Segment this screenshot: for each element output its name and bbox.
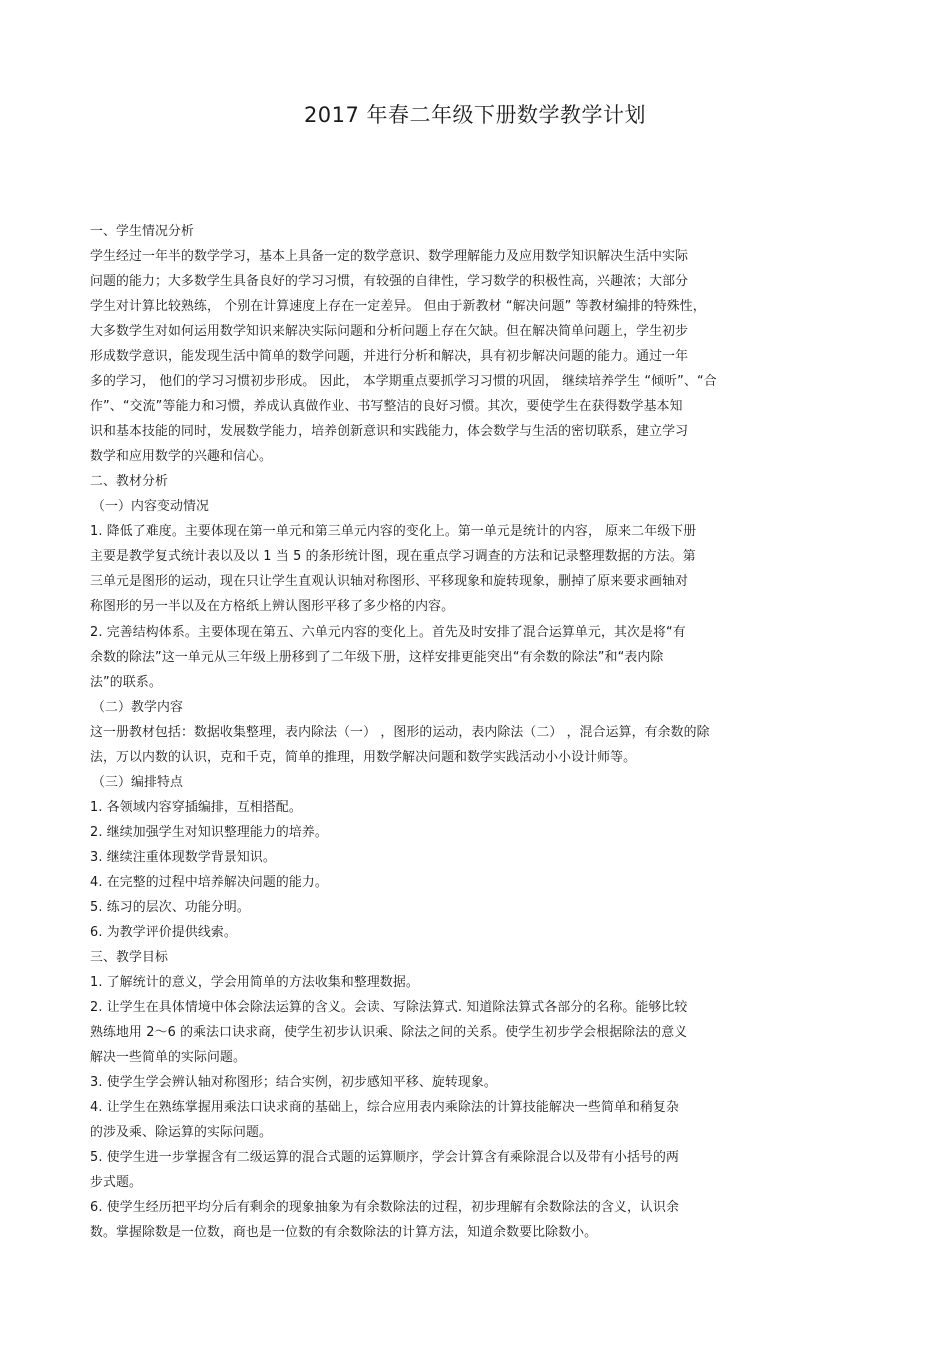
text-line: 解决一些简单的实际问题。 xyxy=(90,1050,247,1066)
text-line: （二）教学内容 xyxy=(91,699,183,715)
text-line: 1. 各领域内容穿插编排，互相搭配。 xyxy=(90,799,302,815)
text-line: 6. 为教学评价提供线索。 xyxy=(90,924,237,940)
text-line: 学生对计算比较熟练， 个别在计算速度上存在一定差异。 但由于新教材 “解决问题” 等教材编排的特殊性， xyxy=(90,299,706,315)
text-line: 作”、“交流”等能力和习惯，养成认真做作业、书写整洁的良好习惯。其次，要使学生在获得数学基本知 xyxy=(90,399,683,415)
text-line: 三单元是图形的运动，现在只让学生直观认识轴对称图形、平移现象和旋转现象，删掉了原来要求画轴对 xyxy=(90,574,689,590)
text-line: 3. 继续注重体现数学背景知识。 xyxy=(90,849,276,865)
text-line: 熟练地用 2～6 的乘法口诀求商，使学生初步认识乘、除法之间的关系。使学生初步学会根据除法的意义 xyxy=(90,1025,688,1040)
text-line: 3. 使学生学会辨认轴对称图形；结合实例，初步感知平移、旋转现象。 xyxy=(90,1075,497,1091)
text-line: 法”的联系。 xyxy=(90,674,162,690)
text-line: 形成数学意识，能发现生活中简单的数学问题，并进行分析和解决，具有初步解决问题的能力。通过一年 xyxy=(90,349,689,365)
text-line: （三）编排特点 xyxy=(91,774,183,790)
text-line: 三、教学目标 xyxy=(90,949,169,965)
text-line: 法，万以内数的认识，克和千克，简单的推理，用数学解决问题和数学实践活动小小设计师等。 xyxy=(90,749,637,765)
text-line: 余数的除法”这一单元从三年级上册移到了二年级下册，这样安排更能突出“有余数的除法”和“表内除 xyxy=(90,649,664,665)
text-line: 二、教材分析 xyxy=(90,474,169,490)
page-title: 2017 年春二年级下册数学教学计划 xyxy=(303,103,647,127)
text-line: 的涉及乘、除运算的实际问题。 xyxy=(90,1125,273,1141)
text-line: 2. 继续加强学生对知识整理能力的培养。 xyxy=(90,824,328,840)
text-line: 数学和应用数学的兴趣和信心。 xyxy=(90,449,273,465)
text-line: 1. 降低了难度。主要体现在第一单元和第三单元内容的变化上。第一单元是统计的内容， 原来二年级下册 xyxy=(90,524,697,540)
text-line: 2. 完善结构体系。主要体现在第五、六单元内容的变化上。首先及时安排了混合运算单元，其次是将“有 xyxy=(90,624,686,640)
text-line: 数。掌握除数是一位数，商也是一位数的有余数除法的计算方法，知道余数要比除数小。 xyxy=(90,1225,598,1241)
text-line: 2. 让学生在具体情境中体会除法运算的含义。会读、写除法算式. 知道除法算式各部分的名称。能够比较 xyxy=(90,999,688,1015)
text-line: 4. 让学生在熟练掌握用乘法口诀求商的基础上，综合应用表内乘除法的计算技能解决一些简单和稍复杂 xyxy=(90,1100,679,1116)
text-line: 问题的能力；大多数学生具备良好的学习习惯，有较强的自律性，学习数学的积极性高，兴趣浓；大部分 xyxy=(90,274,689,290)
text-line: 多的学习， 他们的学习习惯初步形成。 因此， 本学期重点要抓学习习惯的巩固， 继续培养学生 “倾听”、“合 xyxy=(90,374,717,390)
text-line: 5. 使学生进一步掌握含有二级运算的混合式题的运算顺序，学会计算含有乘除混合以及带有小括号的两 xyxy=(90,1150,679,1166)
text-line: 这一册教材包括：数据收集整理，表内除法（一） ，图形的运动，表内除法（二） ，混合运算，有余数的除 xyxy=(90,724,710,740)
text-line: 步式题。 xyxy=(90,1175,143,1191)
text-line: 6. 使学生经历把平均分后有剩余的现象抽象为有余数除法的过程，初步理解有余数除法的含义，认识余 xyxy=(90,1200,679,1216)
text-line: 大多数学生对如何运用数学知识来解决实际问题和分析问题上存在欠缺。但在解决简单问题上，学生初步 xyxy=(90,324,689,340)
text-line: 学生经过一年半的数学学习，基本上具备一定的数学意识、数学理解能力及应用数学知识解决生活中实际 xyxy=(90,249,689,265)
text-line: 主要是教学复式统计表以及以 1 当 5 的条形统计图，现在重点学习调查的方法和记录整理数据的方法。第 xyxy=(90,549,696,565)
text-line: 识和基本技能的同时，发展数学能力，培养创新意识和实践能力，体会数学与生活的密切联系，建立学习 xyxy=(90,424,689,440)
text-line: 一、学生情况分析 xyxy=(90,224,195,239)
text-line: 称图形的另一半以及在方格纸上辨认图形平移了多少格的内容。 xyxy=(90,599,455,615)
document-body xyxy=(90,219,880,1245)
text-line: 1. 了解统计的意义，学会用简单的方法收集和整理数据。 xyxy=(90,974,419,990)
text-line: 4. 在完整的过程中培养解决问题的能力。 xyxy=(90,874,328,890)
text-line: （一）内容变动情况 xyxy=(91,499,209,515)
text-line: 5. 练习的层次、功能分明。 xyxy=(90,899,250,915)
